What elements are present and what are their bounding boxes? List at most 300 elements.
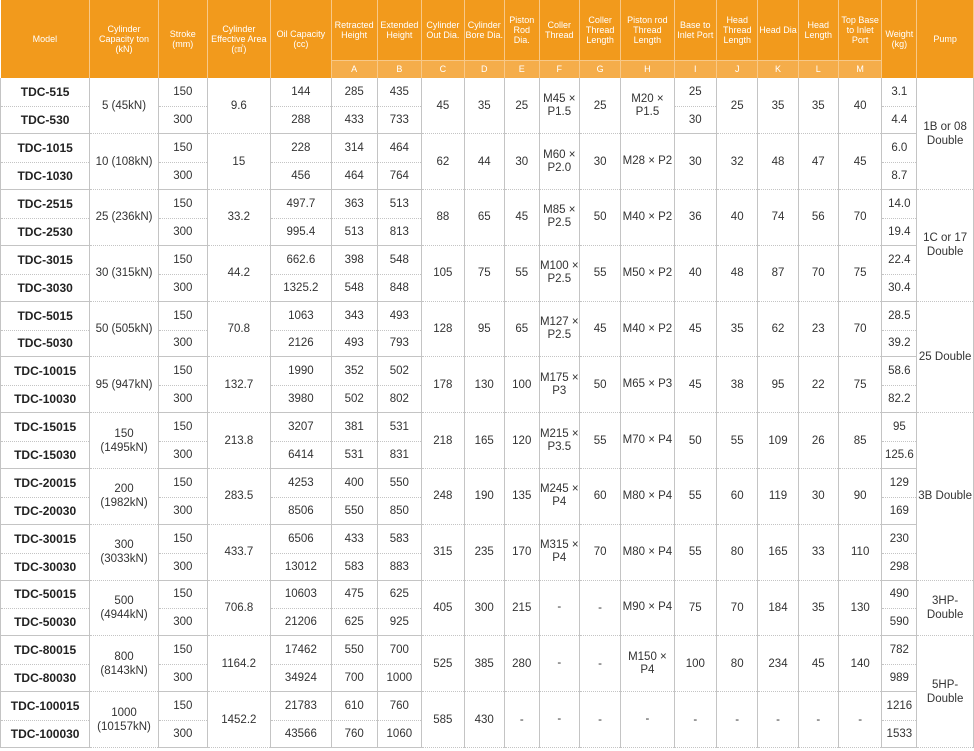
oil-capacity-cell: 288: [270, 107, 331, 134]
column-letter: H: [621, 60, 674, 78]
top-base-cell: 40: [838, 78, 882, 134]
stroke-cell: 150: [158, 692, 207, 721]
capacity-cell: 500 (4944kN): [90, 580, 159, 636]
head-thread-cell: 35: [717, 301, 758, 357]
rod-thread-cell: M28 × P2: [621, 134, 674, 190]
oil-capacity-cell: 144: [270, 78, 331, 107]
head-length-cell: 35: [798, 78, 838, 134]
column-letter: D: [464, 60, 504, 78]
extended-height-cell: 513: [377, 190, 422, 219]
rod-thread-cell: M90 × P4: [621, 580, 674, 636]
coller-length-cell: -: [579, 580, 620, 636]
out-dia-cell: 315: [422, 524, 464, 580]
out-dia-cell: 585: [422, 692, 464, 748]
oil-capacity-cell: 1325.2: [270, 274, 331, 301]
column-letter: M: [838, 60, 882, 78]
weight-cell: 58.6: [882, 357, 917, 386]
base-inlet-cell: 30: [674, 107, 716, 134]
model-name: TDC-100015: [1, 692, 90, 721]
coller-thread-cell: -: [539, 636, 579, 692]
weight-cell: 129: [882, 468, 917, 497]
rod-dia-cell: -: [504, 692, 539, 748]
pump-cell: 1B or 08 Double: [917, 78, 974, 190]
retracted-height-cell: 475: [331, 580, 377, 609]
model-name: TDC-5015: [1, 301, 90, 330]
stroke-cell: 300: [158, 330, 207, 357]
table-row: [1, 413, 974, 442]
head-thread-cell: 40: [717, 190, 758, 246]
base-inlet-cell: 55: [674, 524, 716, 580]
extended-height-cell: 493: [377, 301, 422, 330]
weight-cell: 1533: [882, 721, 917, 748]
oil-capacity-cell: 995.4: [270, 218, 331, 245]
head-thread-cell: 48: [717, 245, 758, 301]
column-letter: G: [579, 60, 620, 78]
oil-capacity-cell: 662.6: [270, 245, 331, 274]
extended-height-cell: 625: [377, 580, 422, 609]
head-thread-cell: 55: [717, 413, 758, 469]
oil-capacity-cell: 497.7: [270, 190, 331, 219]
oil-capacity-cell: 1990: [270, 357, 331, 386]
stroke-cell: 300: [158, 442, 207, 469]
oil-capacity-cell: 21783: [270, 692, 331, 721]
oil-capacity-cell: 3980: [270, 386, 331, 413]
column-header: Head Thread Length: [717, 0, 758, 60]
extended-height-cell: 531: [377, 413, 422, 442]
stroke-cell: 300: [158, 218, 207, 245]
coller-length-cell: 25: [579, 78, 620, 134]
capacity-cell: 10 (108kN): [90, 134, 159, 190]
model-name: TDC-50030: [1, 609, 90, 636]
coller-length-cell: 60: [579, 468, 620, 524]
weight-cell: 82.2: [882, 386, 917, 413]
retracted-height-cell: 285: [331, 78, 377, 107]
stroke-cell: 150: [158, 245, 207, 274]
head-dia-cell: 48: [758, 134, 798, 190]
model-name: TDC-10015: [1, 357, 90, 386]
rod-dia-cell: 170: [504, 524, 539, 580]
rod-thread-cell: -: [621, 692, 674, 748]
coller-thread-cell: M127 × P2.5: [539, 301, 579, 357]
head-thread-cell: 80: [717, 636, 758, 692]
out-dia-cell: 218: [422, 413, 464, 469]
retracted-height-cell: 363: [331, 190, 377, 219]
head-dia-cell: 35: [758, 78, 798, 134]
oil-capacity-cell: 10603: [270, 580, 331, 609]
area-cell: 433.7: [207, 524, 270, 580]
top-base-cell: 45: [838, 134, 882, 190]
out-dia-cell: 405: [422, 580, 464, 636]
model-name: TDC-15015: [1, 413, 90, 442]
stroke-cell: 150: [158, 190, 207, 219]
bore-dia-cell: 430: [464, 692, 504, 748]
oil-capacity-cell: 21206: [270, 609, 331, 636]
area-cell: 706.8: [207, 580, 270, 636]
rod-thread-cell: M65 × P3: [621, 357, 674, 413]
capacity-cell: 150 (1495kN): [90, 413, 159, 469]
rod-dia-cell: 100: [504, 357, 539, 413]
head-dia-cell: 184: [758, 580, 798, 636]
out-dia-cell: 105: [422, 245, 464, 301]
model-name: TDC-15030: [1, 442, 90, 469]
rod-thread-cell: M40 × P2: [621, 301, 674, 357]
stroke-cell: 300: [158, 497, 207, 524]
top-base-cell: 75: [838, 357, 882, 413]
coller-thread-cell: M245 × P4: [539, 468, 579, 524]
head-thread-cell: 60: [717, 468, 758, 524]
model-name: TDC-3030: [1, 274, 90, 301]
column-letter: E: [504, 60, 539, 78]
retracted-height-cell: 352: [331, 357, 377, 386]
retracted-height-cell: 433: [331, 524, 377, 553]
capacity-cell: 800 (8143kN): [90, 636, 159, 692]
retracted-height-cell: 610: [331, 692, 377, 721]
coller-length-cell: 30: [579, 134, 620, 190]
bore-dia-cell: 75: [464, 245, 504, 301]
column-header: Model: [1, 0, 90, 78]
extended-height-cell: 583: [377, 524, 422, 553]
coller-length-cell: 50: [579, 357, 620, 413]
weight-cell: 6.0: [882, 134, 917, 163]
extended-height-cell: 848: [377, 274, 422, 301]
rod-dia-cell: 120: [504, 413, 539, 469]
header-label-row: [1, 0, 974, 60]
base-inlet-cell: -: [674, 692, 716, 748]
oil-capacity-cell: 3207: [270, 413, 331, 442]
capacity-cell: 1000 (10157kN): [90, 692, 159, 748]
rod-thread-cell: M150 × P4: [621, 636, 674, 692]
retracted-height-cell: 381: [331, 413, 377, 442]
bore-dia-cell: 95: [464, 301, 504, 357]
bore-dia-cell: 235: [464, 524, 504, 580]
weight-cell: 3.1: [882, 78, 917, 107]
head-dia-cell: 119: [758, 468, 798, 524]
column-letter: C: [422, 60, 464, 78]
capacity-cell: 25 (236kN): [90, 190, 159, 246]
out-dia-cell: 88: [422, 190, 464, 246]
column-letter: A: [331, 60, 377, 78]
table-row: [1, 524, 974, 553]
weight-cell: 230: [882, 524, 917, 553]
retracted-height-cell: 760: [331, 721, 377, 748]
weight-cell: 8.7: [882, 163, 917, 190]
column-header: Piston Rod Dia.: [504, 0, 539, 60]
retracted-height-cell: 433: [331, 107, 377, 134]
column-header: Head Length: [798, 0, 838, 60]
stroke-cell: 300: [158, 721, 207, 748]
area-cell: 1164.2: [207, 636, 270, 692]
retracted-height-cell: 343: [331, 301, 377, 330]
stroke-cell: 300: [158, 665, 207, 692]
weight-cell: 169: [882, 497, 917, 524]
rod-dia-cell: 25: [504, 78, 539, 134]
bore-dia-cell: 165: [464, 413, 504, 469]
weight-cell: 95: [882, 413, 917, 442]
weight-cell: 4.4: [882, 107, 917, 134]
head-dia-cell: 109: [758, 413, 798, 469]
column-header: Cylinder Bore Dia.: [464, 0, 504, 60]
stroke-cell: 300: [158, 163, 207, 190]
top-base-cell: 140: [838, 636, 882, 692]
weight-cell: 28.5: [882, 301, 917, 330]
stroke-cell: 300: [158, 553, 207, 580]
head-dia-cell: 95: [758, 357, 798, 413]
head-dia-cell: 234: [758, 636, 798, 692]
column-header: Piston rod Thread Length: [621, 0, 674, 60]
extended-height-cell: 883: [377, 553, 422, 580]
model-name: TDC-1030: [1, 163, 90, 190]
stroke-cell: 150: [158, 78, 207, 107]
column-letter: B: [377, 60, 422, 78]
extended-height-cell: 831: [377, 442, 422, 469]
column-header: Cylinder Effective Area (㎠): [207, 0, 270, 78]
head-length-cell: 30: [798, 468, 838, 524]
model-name: TDC-515: [1, 78, 90, 107]
rod-dia-cell: 215: [504, 580, 539, 636]
head-dia-cell: 62: [758, 301, 798, 357]
model-name: TDC-3015: [1, 245, 90, 274]
column-header: Oil Capacity (cc): [270, 0, 331, 78]
rod-thread-cell: M70 × P4: [621, 413, 674, 469]
table-row: [1, 190, 974, 219]
column-header: Cylinder Capacity ton (kN): [90, 0, 159, 78]
column-letter: I: [674, 60, 716, 78]
oil-capacity-cell: 2126: [270, 330, 331, 357]
oil-capacity-cell: 456: [270, 163, 331, 190]
extended-height-cell: 435: [377, 78, 422, 107]
coller-thread-cell: M100 × P2.5: [539, 245, 579, 301]
base-inlet-cell: 45: [674, 357, 716, 413]
base-inlet-cell: 25: [674, 78, 716, 107]
area-cell: 15: [207, 134, 270, 190]
head-length-cell: 23: [798, 301, 838, 357]
extended-height-cell: 548: [377, 245, 422, 274]
stroke-cell: 150: [158, 413, 207, 442]
area-cell: 33.2: [207, 190, 270, 246]
extended-height-cell: 700: [377, 636, 422, 665]
top-base-cell: 110: [838, 524, 882, 580]
model-name: TDC-20030: [1, 497, 90, 524]
extended-height-cell: 813: [377, 218, 422, 245]
table-row: [1, 245, 974, 274]
capacity-cell: 50 (505kN): [90, 301, 159, 357]
capacity-cell: 300 (3033kN): [90, 524, 159, 580]
coller-length-cell: 45: [579, 301, 620, 357]
column-letter: L: [798, 60, 838, 78]
bore-dia-cell: 35: [464, 78, 504, 134]
stroke-cell: 150: [158, 357, 207, 386]
head-length-cell: 33: [798, 524, 838, 580]
retracted-height-cell: 583: [331, 553, 377, 580]
rod-thread-cell: M20 × P1.5: [621, 78, 674, 134]
column-header: Cylinder Out Dia.: [422, 0, 464, 60]
weight-cell: 39.2: [882, 330, 917, 357]
weight-cell: 298: [882, 553, 917, 580]
column-header: Retracted Height: [331, 0, 377, 60]
area-cell: 283.5: [207, 468, 270, 524]
extended-height-cell: 764: [377, 163, 422, 190]
area-cell: 132.7: [207, 357, 270, 413]
extended-height-cell: 802: [377, 386, 422, 413]
area-cell: 1452.2: [207, 692, 270, 748]
head-length-cell: 45: [798, 636, 838, 692]
oil-capacity-cell: 8506: [270, 497, 331, 524]
rod-thread-cell: M80 × P4: [621, 524, 674, 580]
table-row: [1, 580, 974, 609]
oil-capacity-cell: 4253: [270, 468, 331, 497]
column-letter: J: [717, 60, 758, 78]
coller-thread-cell: M45 × P1.5: [539, 78, 579, 134]
extended-height-cell: 464: [377, 134, 422, 163]
out-dia-cell: 525: [422, 636, 464, 692]
top-base-cell: 75: [838, 245, 882, 301]
stroke-cell: 150: [158, 580, 207, 609]
top-base-cell: 130: [838, 580, 882, 636]
extended-height-cell: 550: [377, 468, 422, 497]
base-inlet-cell: 50: [674, 413, 716, 469]
coller-length-cell: 55: [579, 413, 620, 469]
extended-height-cell: 1000: [377, 665, 422, 692]
model-name: TDC-10030: [1, 386, 90, 413]
bore-dia-cell: 300: [464, 580, 504, 636]
oil-capacity-cell: 228: [270, 134, 331, 163]
out-dia-cell: 62: [422, 134, 464, 190]
column-letter: K: [758, 60, 798, 78]
rod-thread-cell: M80 × P4: [621, 468, 674, 524]
retracted-height-cell: 531: [331, 442, 377, 469]
weight-cell: 1216: [882, 692, 917, 721]
retracted-height-cell: 464: [331, 163, 377, 190]
rod-thread-cell: M50 × P2: [621, 245, 674, 301]
pump-cell: 25 Double: [917, 301, 974, 413]
extended-height-cell: 1060: [377, 721, 422, 748]
coller-length-cell: 50: [579, 190, 620, 246]
rod-dia-cell: 55: [504, 245, 539, 301]
bore-dia-cell: 65: [464, 190, 504, 246]
coller-thread-cell: M315 × P4: [539, 524, 579, 580]
stroke-cell: 300: [158, 107, 207, 134]
model-name: TDC-80015: [1, 636, 90, 665]
head-thread-cell: 70: [717, 580, 758, 636]
base-inlet-cell: 100: [674, 636, 716, 692]
coller-length-cell: -: [579, 636, 620, 692]
model-name: TDC-530: [1, 107, 90, 134]
model-name: TDC-2530: [1, 218, 90, 245]
capacity-cell: 5 (45kN): [90, 78, 159, 134]
oil-capacity-cell: 17462: [270, 636, 331, 665]
oil-capacity-cell: 6506: [270, 524, 331, 553]
stroke-cell: 300: [158, 609, 207, 636]
head-thread-cell: -: [717, 692, 758, 748]
table-row: [1, 134, 974, 163]
top-base-cell: 90: [838, 468, 882, 524]
area-cell: 44.2: [207, 245, 270, 301]
rod-dia-cell: 45: [504, 190, 539, 246]
model-name: TDC-80030: [1, 665, 90, 692]
coller-thread-cell: -: [539, 580, 579, 636]
weight-cell: 125.6: [882, 442, 917, 469]
head-dia-cell: 74: [758, 190, 798, 246]
table-row: [1, 636, 974, 665]
bore-dia-cell: 385: [464, 636, 504, 692]
area-cell: 9.6: [207, 78, 270, 134]
retracted-height-cell: 548: [331, 274, 377, 301]
top-base-cell: 70: [838, 301, 882, 357]
weight-cell: 14.0: [882, 190, 917, 219]
head-dia-cell: -: [758, 692, 798, 748]
weight-cell: 590: [882, 609, 917, 636]
head-length-cell: 56: [798, 190, 838, 246]
model-name: TDC-50015: [1, 580, 90, 609]
model-name: TDC-30015: [1, 524, 90, 553]
area-cell: 213.8: [207, 413, 270, 469]
coller-length-cell: 70: [579, 524, 620, 580]
base-inlet-cell: 40: [674, 245, 716, 301]
retracted-height-cell: 700: [331, 665, 377, 692]
weight-cell: 30.4: [882, 274, 917, 301]
table-row: [1, 301, 974, 330]
top-base-cell: -: [838, 692, 882, 748]
column-header: Top Base to Inlet Port: [838, 0, 882, 60]
head-length-cell: 47: [798, 134, 838, 190]
coller-thread-cell: M215 × P3.5: [539, 413, 579, 469]
table-row: [1, 692, 974, 721]
head-dia-cell: 87: [758, 245, 798, 301]
weight-cell: 22.4: [882, 245, 917, 274]
model-name: TDC-100030: [1, 721, 90, 748]
weight-cell: 490: [882, 580, 917, 609]
stroke-cell: 300: [158, 386, 207, 413]
column-header: Pump: [917, 0, 974, 78]
base-inlet-cell: 30: [674, 134, 716, 190]
out-dia-cell: 248: [422, 468, 464, 524]
model-name: TDC-30030: [1, 553, 90, 580]
head-length-cell: 35: [798, 580, 838, 636]
oil-capacity-cell: 43566: [270, 721, 331, 748]
coller-thread-cell: M85 × P2.5: [539, 190, 579, 246]
rod-dia-cell: 135: [504, 468, 539, 524]
bore-dia-cell: 130: [464, 357, 504, 413]
coller-length-cell: -: [579, 692, 620, 748]
weight-cell: 19.4: [882, 218, 917, 245]
pump-cell: 3B Double: [917, 413, 974, 580]
pump-cell: 5HP- Double: [917, 636, 974, 748]
oil-capacity-cell: 1063: [270, 301, 331, 330]
model-name: TDC-1015: [1, 134, 90, 163]
rod-thread-cell: M40 × P2: [621, 190, 674, 246]
head-thread-cell: 80: [717, 524, 758, 580]
area-cell: 70.8: [207, 301, 270, 357]
retracted-height-cell: 550: [331, 636, 377, 665]
column-header: Coller Thread: [539, 0, 579, 60]
table-body: [1, 78, 974, 748]
column-header: Extended Height: [377, 0, 422, 60]
stroke-cell: 150: [158, 524, 207, 553]
retracted-height-cell: 314: [331, 134, 377, 163]
column-header: Weight (kg): [882, 0, 917, 78]
column-header: Base to Inlet Port: [674, 0, 716, 60]
model-name: TDC-2515: [1, 190, 90, 219]
stroke-cell: 150: [158, 636, 207, 665]
column-header: Coller Thread Length: [579, 0, 620, 60]
base-inlet-cell: 45: [674, 301, 716, 357]
extended-height-cell: 925: [377, 609, 422, 636]
top-base-cell: 70: [838, 190, 882, 246]
retracted-height-cell: 625: [331, 609, 377, 636]
retracted-height-cell: 493: [331, 330, 377, 357]
table-row: [1, 357, 974, 386]
extended-height-cell: 502: [377, 357, 422, 386]
